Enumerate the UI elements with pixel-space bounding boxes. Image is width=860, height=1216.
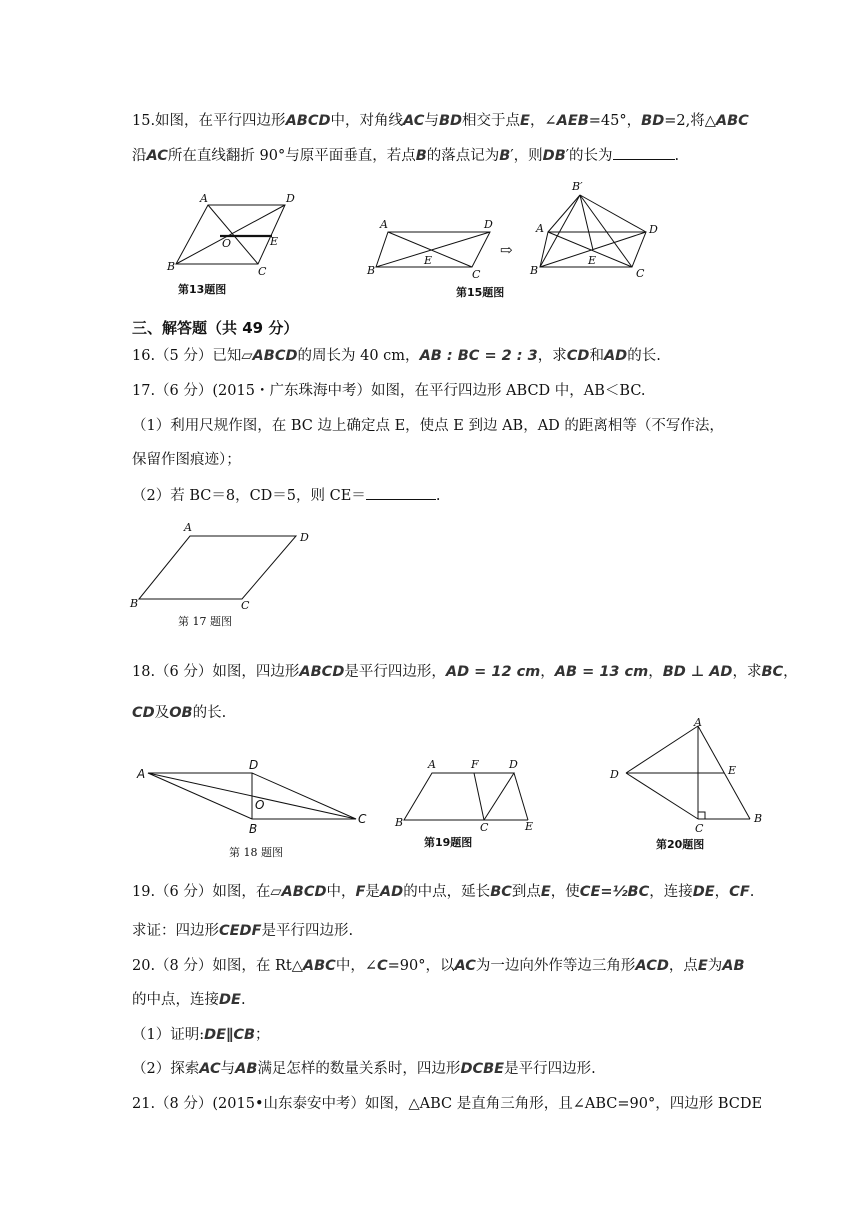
text: 是 <box>365 884 380 900</box>
label-b: B <box>249 822 258 836</box>
math: CE <box>579 884 601 900</box>
text: =45°， <box>588 113 642 129</box>
math: CF <box>729 884 750 900</box>
math: BC <box>490 884 512 900</box>
text: ′的长为 <box>565 148 613 164</box>
text: 满足怎样的数量关系时，四边形 <box>257 1061 461 1077</box>
q19-line-1 <box>132 882 754 902</box>
math: BC <box>627 884 650 900</box>
text: 和 <box>589 348 604 364</box>
q17-line-1: 17.（6 分）(2015・广东珠海中考）如图，在平行四边形 ABCD 中，AB＜BC. <box>132 383 646 399</box>
text: 求证：四边形 <box>132 923 219 939</box>
answer-blank <box>366 485 436 500</box>
label-e: E <box>525 820 534 833</box>
label-d: D <box>610 768 619 781</box>
text: 与 <box>220 1061 236 1077</box>
text: ； <box>255 1027 270 1043</box>
label-b: B <box>395 816 404 829</box>
math: CD <box>566 348 590 364</box>
text: 的周长为 40 cm， <box>297 348 420 364</box>
math: E <box>697 958 708 974</box>
math: AEB <box>556 113 589 129</box>
math: AD <box>379 884 404 900</box>
q20-line-1 <box>132 956 745 976</box>
text: 与 <box>424 113 439 129</box>
label-c: C <box>695 822 704 835</box>
q19-line-2 <box>132 921 353 941</box>
math: OB <box>169 705 193 721</box>
figure-17 <box>128 520 328 635</box>
section-header: 三、解答题（共 49 分） <box>132 319 299 337</box>
math: CEDF <box>219 923 262 939</box>
text: ， <box>714 884 730 900</box>
math: BD ⊥ AD <box>662 664 733 680</box>
q17-line-3: 保留作图痕迹）； <box>132 452 241 468</box>
label-a: A <box>137 767 146 781</box>
label-d2: D <box>649 223 658 236</box>
text: 是平行四边形. <box>504 1061 596 1077</box>
label-c: C <box>241 599 250 612</box>
text: . <box>240 992 246 1008</box>
text: 为一边向外作等边三角形 <box>475 958 636 974</box>
text: ，连接 <box>649 884 693 900</box>
text: 的长. <box>192 705 227 721</box>
text: 到点 <box>511 884 541 900</box>
label-a: A <box>380 218 388 231</box>
text: 及 <box>154 705 170 721</box>
text: ，使 <box>550 884 580 900</box>
label-e: E <box>728 764 737 777</box>
math: ACD <box>635 958 669 974</box>
caption: 第20题图 <box>656 838 705 851</box>
math: ABC <box>302 958 336 974</box>
math: DE <box>219 992 241 1008</box>
text: . <box>674 148 680 164</box>
caption: 第19题图 <box>424 836 473 849</box>
label-a: A <box>200 192 208 205</box>
label-a: A <box>184 521 192 534</box>
math: B <box>499 148 511 164</box>
math: B <box>415 148 427 164</box>
label-c: C <box>258 265 267 278</box>
text: （2）若 BC＝8，CD＝5，则 CE＝ <box>132 488 366 504</box>
q18-line-1 <box>132 662 798 682</box>
label-c2: C <box>636 267 645 280</box>
math: C <box>376 958 388 974</box>
label-d: D <box>509 758 518 771</box>
text: 为 <box>707 958 723 974</box>
text: 中， <box>326 884 356 900</box>
label-f: F <box>471 758 479 771</box>
text: 20.（8 分）如图，在 Rt△ <box>132 958 303 974</box>
text: 的中点，连接 <box>132 992 219 1008</box>
math: ▱ABCD <box>270 884 327 900</box>
text: 中，对角线 <box>330 113 404 129</box>
label-c: C <box>472 268 481 281</box>
math: AB : BC = 2 : 3 <box>419 348 538 364</box>
label-d: D <box>300 531 309 544</box>
math: AC <box>146 148 168 164</box>
label-e: E <box>270 235 279 248</box>
text: ，点 <box>668 958 698 974</box>
math: DE∥CB <box>204 1027 256 1043</box>
math: BD <box>641 113 665 129</box>
text: 15.如图，在平行四边形 <box>132 113 286 129</box>
math: F <box>355 884 366 900</box>
caption: 第15题图 <box>456 286 505 299</box>
q17-line-2: （1）利用尺规作图，在 BC 边上确定点 E，使点 E 到边 AB，AD 的距离相等（不写作法， <box>132 418 724 434</box>
text: 18.（6 分）如图，四边形 <box>132 664 300 680</box>
label-b2: B <box>530 264 539 277</box>
text: =2,将△ <box>664 113 716 129</box>
math: ABCD <box>299 664 345 680</box>
label-o: O <box>255 798 265 812</box>
label-a: A <box>694 716 702 729</box>
q20-line-4 <box>132 1059 596 1079</box>
math: DCBE <box>460 1061 505 1077</box>
answer-blank <box>613 145 675 160</box>
math: DB <box>542 148 566 164</box>
caption: 第13题图 <box>178 283 227 296</box>
math: AC <box>199 1061 221 1077</box>
q17-line-4 <box>132 485 440 506</box>
text: =90°，以 <box>387 958 455 974</box>
math: AD <box>603 348 628 364</box>
figure-18 <box>132 755 382 865</box>
text: ′，则 <box>510 148 543 164</box>
math: AB <box>722 958 745 974</box>
text: ，求 <box>732 664 762 680</box>
arrow: ⇨ <box>500 241 513 259</box>
label-d: D <box>484 218 493 231</box>
text: 沿 <box>132 148 147 164</box>
q20-line-2 <box>132 990 246 1010</box>
q15-line-2 <box>132 145 679 166</box>
label-e: E <box>424 254 433 267</box>
caption: 第 17 题图 <box>178 615 232 628</box>
label-b: B <box>367 264 376 277</box>
label-d: D <box>286 192 295 205</box>
label-b: B <box>754 812 763 825</box>
math: ABC <box>715 113 749 129</box>
label-b-prime: B′ <box>572 180 583 193</box>
q16-line <box>132 346 661 366</box>
text: ， <box>783 664 798 680</box>
caption: 第 18 题图 <box>229 846 283 859</box>
text: 相交于点 <box>462 113 521 129</box>
math: CD <box>132 705 155 721</box>
math: BD <box>438 113 463 129</box>
math: AB = 13 cm <box>554 664 649 680</box>
text: 的落点记为 <box>426 148 500 164</box>
text: 19.（6 分）如图，在 <box>132 884 271 900</box>
math: AC <box>403 113 425 129</box>
q21-line-1: 21.（8 分）(2015•山东泰安中考）如图，△ABC 是直角三角形，且∠ABC=90°，四边形 BCDE <box>132 1096 763 1112</box>
label-a2: A <box>536 222 544 235</box>
math: BC <box>761 664 784 680</box>
text: ， <box>648 664 663 680</box>
math: DE <box>692 884 715 900</box>
q18-line-2 <box>132 703 226 723</box>
figure-15 <box>364 180 674 305</box>
figure-19 <box>392 756 552 856</box>
text: 的长. <box>627 348 661 364</box>
label-b: B <box>130 597 139 610</box>
text: . <box>435 488 441 504</box>
text: 的中点，延长 <box>403 884 491 900</box>
label-b: B <box>167 260 176 273</box>
text: 是平行四边形. <box>261 923 354 939</box>
figure-13 <box>160 188 310 303</box>
math: AD = 12 cm <box>445 664 541 680</box>
math: AB <box>235 1061 258 1077</box>
label-e2: E <box>588 254 597 267</box>
figure-20 <box>600 716 775 856</box>
text: （2）探索 <box>132 1061 200 1077</box>
q20-line-3 <box>132 1025 270 1045</box>
label-o: O <box>222 237 232 250</box>
math: AC <box>454 958 476 974</box>
math: E <box>540 884 551 900</box>
q15-line-1 <box>132 111 749 131</box>
text: ， <box>540 664 555 680</box>
text: 是平行四边形， <box>344 664 446 680</box>
label-c: C <box>358 812 367 826</box>
label-d: D <box>249 758 259 772</box>
text: . <box>749 884 755 900</box>
text: 16.（5 分）已知 <box>132 348 242 364</box>
math: =½ <box>600 884 628 900</box>
math: ABCD <box>285 113 331 129</box>
label-a: A <box>428 758 436 771</box>
text: ，求 <box>537 348 567 364</box>
text: （1）证明: <box>132 1027 205 1043</box>
text: 中，∠ <box>335 958 377 974</box>
text: 所在直线翻折 90°与原平面垂直，若点 <box>167 148 416 164</box>
math: E <box>520 113 530 129</box>
label-c: C <box>480 821 489 834</box>
math: ▱ABCD <box>241 348 298 364</box>
text: ，∠ <box>529 113 557 129</box>
